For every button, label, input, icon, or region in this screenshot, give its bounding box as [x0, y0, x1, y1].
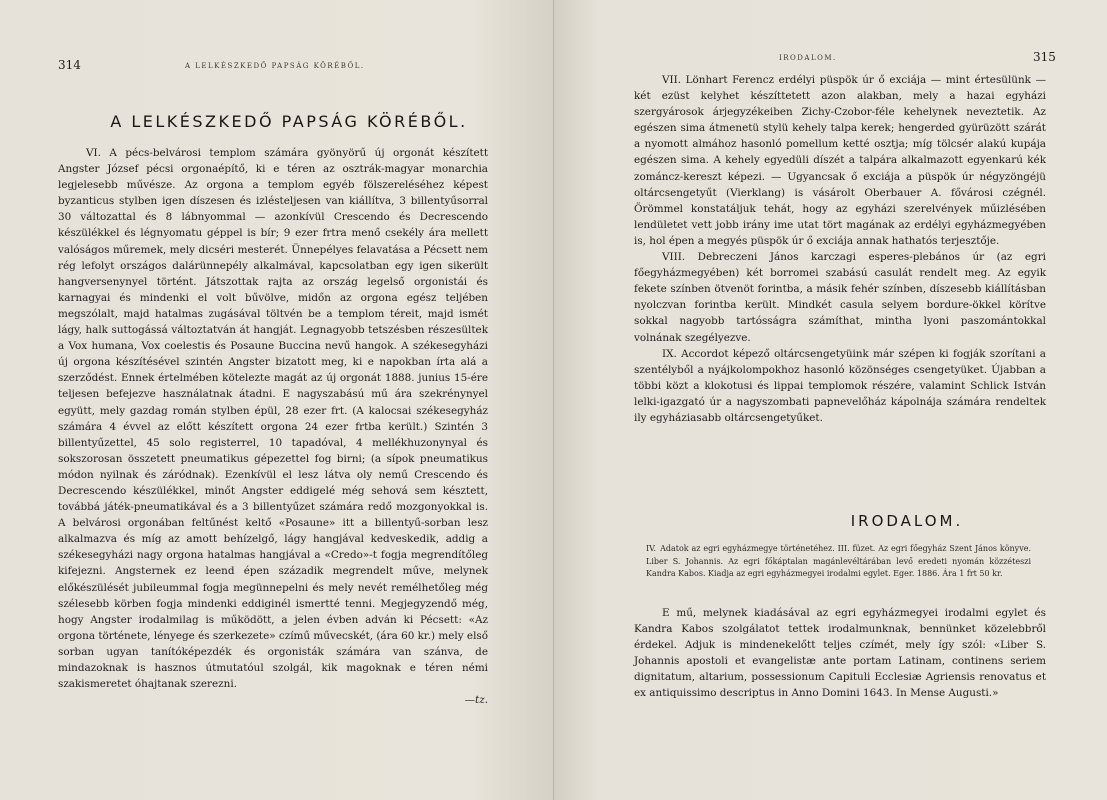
- paragraph-vii: VII. Lönhart Ferencz erdélyi püspök úr ő exciája — mint értesülünk — két ezüst kelyhet készíttetett azon alakban, mely a hazai egyházi szergyárosok árjegyzékeiben Zichy-Czobor-féle kehelynek neveztetik. Az egészen sima átmenetü stylü kehely talpa kerek; hengerded gyürüzött szárát a nyomott almához hasonló pomellum ketté osztja; míg tölcsér alakú kupája egészen sima. A kehely egyedüli díszét a talpára alkalmazott egyenkarú kék zománcz-kereszt képezi. — Ugyancsak ő exciája a püspök úr négyzöngéjü oltárcsengetyűt (Vierklang) is vásárolt Oberbauer A. fővárosi czégnél. Örömmel konstatáljuk tehát, hogy az egyházi szerelvények műizlésében lendületet vett jobb irány ime utat tört magának az erdélyi egyházmegyében is, hol épen a megyés püspök úr ő exciája annak hathatós terjesztője.: [634, 74, 1046, 247]
- bibliography-label: IV.: [646, 544, 657, 553]
- running-head: IRODALOM.: [779, 54, 837, 62]
- paragraph-ix: IX. Accordot képező oltárcsengetyüink már szépen ki fogják szorítani a szentélyből a nyájkolompokhoz hasonló közönséges csengetyüket. Újabban a többi közt a klokotusi és lippai templomok részére, valamint Schlick István lelki-igazgató úr a nagyszombati papnevelőház kápolnája számára rendeltek ily egyháziasabb oltárcsengetyűket.: [634, 347, 1046, 424]
- article-body: [634, 72, 1046, 426]
- paragraph-viii: VIII. Debreczeni János karczagi esperes-plebános úr (az egri főegyházmegyében) két borromei szabású casulát rendelt meg. Az egyik fekete színben ötvenöt forintba, a másik fehér színben, díszesebb kiállításban nyolczvan forintba került. Mindkét casula selyem bordure-ökkel körítve sokkal nagyobb tartósságra számíthat, mintha lyoni paszomántokkal volnának szegélyezve.: [634, 251, 1046, 344]
- right-page: [554, 0, 1107, 800]
- signature: —tz.: [464, 694, 488, 707]
- section-title: IRODALOM.: [850, 512, 964, 530]
- closing-paragraph: E mű, melynek kiadásával az egri egyházmegyei irodalmi egylet és Kandra Kabos szolgálatot tettek irodalmunknak, bennünket közelebbről érdekel. Adjuk is mindenekelőtt teljes czímét, mely így szól: «Liber S. Johannis apostoli et evangelistæ ante portam Latinam, continens seriem dignitatum, altarium, possessionum Capituli Ecclesiæ Agriensis renovatus et ex antiquissimo descriptus in Anno Domini 1643. In Mense Augusti.»: [634, 607, 1046, 700]
- left-page: [0, 0, 553, 800]
- bibliography-text: Adatok az egri egyházmegye történetéhez. III. füzet. Az egri főegyház Szent János könyve. Liber S. Johannis. Az egri főkáptalan magánlevéltárában levő eredeti nyomán közzéteszi Kandra Kabos. Kiadja az egri egyházmegyei irodalmi egylet. Eger. 1886. Ára 1 frt 50 kr.: [646, 544, 1031, 579]
- page-number: 315: [1033, 50, 1056, 64]
- running-head: A LELKÉSZKEDŐ PAPSÁG KÖRÉBŐL.: [185, 62, 365, 70]
- article-body: [58, 145, 488, 708]
- section-title: A LELKÉSZKEDŐ PAPSÁG KÖRÉBŐL.: [110, 112, 468, 131]
- bibliography-entry: [646, 543, 1031, 581]
- page-number: 314: [58, 58, 81, 72]
- review-body: [634, 605, 1046, 702]
- paragraph-vi: VI. A pécs-belvárosi templom számára gyönyörű új orgonát készített Angster József pécsi orgonaépítő, ki e téren az osztrák-magyar monarchia legjelesebb művésze. Az orgona a templom egyéb fölszereléséhez képest byzanticus stylben igen díszesen és izlésteljesen van kiállítva, 3 billentyűsorral 30 változattal és 8 lábnyommal — azonkívül Crescendo és Decrescendo készülékkel és légnyomatu géppel is bír; 9 ezer frtra menő csekély ára mellett valóságos műremek, mely dicséri mesterét. Ünnepélyes felavatása a Pécsett nem rég lefolyt országos dalárünnepély alkalmával, kapcsolatban egy igen sikerült hangversenynyel történt. Játszottak rajta az ország legelső orgonistái és karnagyai és mindenki el volt bűvölve, midőn az orgona egész teljében megszólalt, majd hatalmas zugásával töltvén be a templom téreit, majd ismét lágy, halk suttogássá változtatván át hangját. Legnagyobb tetszésben részesültek a Vox humana, Vox coelestis és Posaune Buccina nevű hangok. A székesegyházi új orgona készítésével szintén Angster bizatott meg, ki e napokban írta alá a szerződést. Ennek értelmében kötelezte magát az új orgonát 1888. junius 15-ére teljesen befejezve használatnak átadni. E nagyszabású mű ára szekrénynyel együtt, mely gazdag román stylben épül, 28 ezer frt. (A kalocsai székesegyház számára 4 évvel az előtt készített orgona 24 ezer frtba került.) Szintén 3 billentyűzettel, 45 solo registerrel, 10 tapadóval, 4 mellékhuzonynyal és sokszorosan összetett pneumatikus gépezettel fog birni; (a sípok pneumatikus módon nyilnak és záródnak). Ezenkívül el lesz látva oly nemű Crescendo és Decrescendo készülékkel, minőt Angster eddigelé még sehová sem késztett, továbbá játék-pneumatikával és a 3 billentyűzet számára redő mozgonyokkal is. A belvárosi orgonában feltűnést keltő «Posaune» itt a billentyű-sorban lesz alkalmazva és míg az amott behízelgő, lágy hangjával kedveskedik, addig a székesegyházi nagy orgona hatalmas hangjával a «Credo»-t fogja megrendítőleg kifejezni. Angsternek ez leend épen századik megrendelt műve, melynek előkészülését jubileummal fogja megünnepelni és mely nevét remélhetőleg még szélesebb körben fogja mindenki eddiginél ismertté tenni. Megjegyzendő még, hogy Angster irodalmilag is működött, a jelen évben adván ki Pécsett: «Az orgona története, lényege és szerkezete» czímű művecskét, (ára 60 kr.) mely első sorban ugyan tanítóképezdék és orgonisták számára van szánva, de mindazoknak is hasznos útmutatóul szolgál, kik magoknak e téren némi szakismeretet óhajtanak szerezni.: [58, 147, 488, 691]
